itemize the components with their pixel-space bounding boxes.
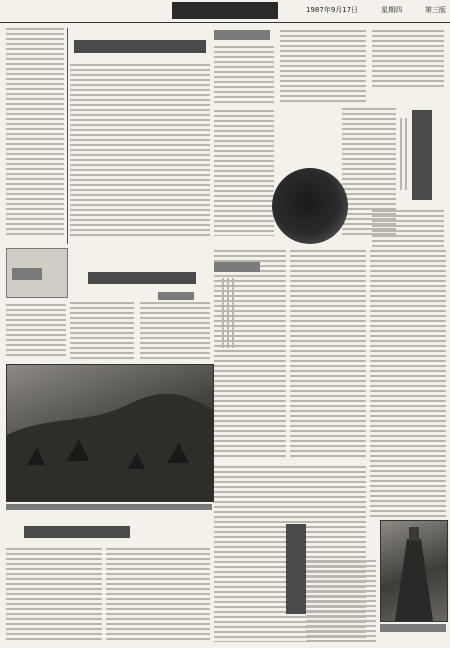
photo-right <box>380 520 448 622</box>
left-illustration-caption <box>12 268 42 280</box>
bottom-right-text <box>306 560 376 642</box>
middle-text <box>214 110 274 236</box>
mid-lower-text-c <box>370 250 446 520</box>
section-headline <box>88 272 196 284</box>
top-right-text-b <box>280 30 366 102</box>
small-vertical-headline <box>286 524 306 614</box>
column-divider <box>67 28 68 244</box>
mid-lower-text-b <box>290 250 366 460</box>
section-text-a <box>70 302 134 362</box>
photo-right-caption <box>380 624 446 632</box>
left-lower-text <box>6 304 66 358</box>
top-right-headline <box>214 30 270 40</box>
photo-icon <box>381 521 447 621</box>
section-byline <box>158 292 194 300</box>
issue-weekday: 星期四 <box>381 6 403 14</box>
section-text-b <box>140 302 210 362</box>
issue-date: 1987年9月17日 <box>306 6 359 14</box>
vertical-headline <box>412 110 432 200</box>
mid-vertical-text <box>222 278 236 348</box>
column-text-top-left <box>6 28 64 238</box>
mid-lower-headline <box>214 262 260 272</box>
masthead-meta <box>306 5 446 18</box>
top-right-text-c <box>372 30 444 90</box>
main-story-text <box>70 64 210 236</box>
bottom-mid-text <box>106 548 210 642</box>
right-column-text <box>372 210 444 250</box>
masthead-logo-icon <box>172 2 278 19</box>
photo-left <box>6 364 214 502</box>
vertical-subhead <box>400 118 408 190</box>
bottom-left-text <box>6 548 102 642</box>
main-headline <box>74 40 206 53</box>
top-right-text-a <box>214 46 274 106</box>
photo-icon <box>7 365 213 501</box>
seal-icon <box>272 168 348 244</box>
photo-left-caption <box>6 504 212 510</box>
masthead <box>0 0 450 23</box>
bottom-headline <box>24 526 130 538</box>
page-number: 第三版 <box>425 6 446 14</box>
